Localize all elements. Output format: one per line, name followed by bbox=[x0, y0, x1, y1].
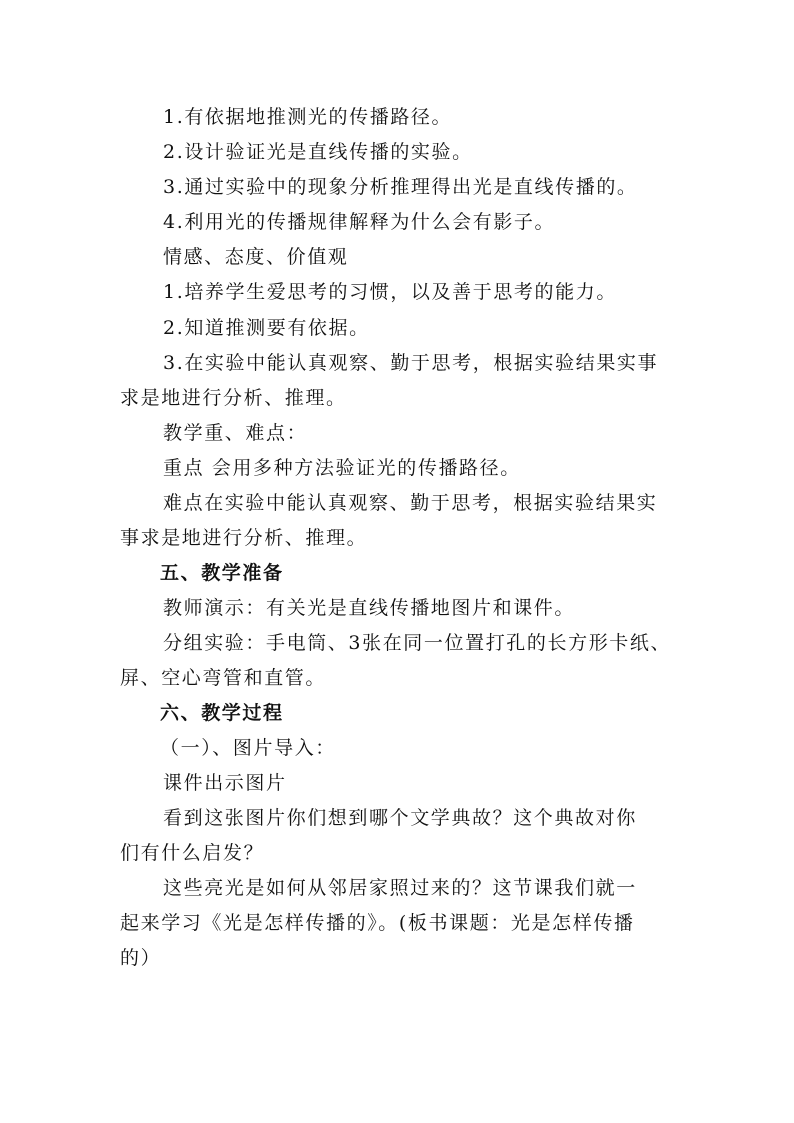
heading-teaching-process: 六、教学过程 bbox=[160, 702, 284, 724]
section-emotion-attitude-values: 情感、态度、价值观 bbox=[163, 246, 349, 268]
objective-line-3: 3.通过实验中的现象分析推理得出光是直线传播的。 bbox=[163, 176, 638, 198]
emotion-line-3: 3.在实验中能认真观察、勤于思考，根据实验结果实事 bbox=[163, 352, 659, 374]
question-line-2-cont: 起来学习《光是怎样传播的》。(板书课题：光是怎样传播 bbox=[120, 912, 635, 934]
emotion-line-1: 1.培养学生爱思考的习惯，以及善于思考的能力。 bbox=[163, 281, 617, 303]
subheading-picture-intro: （一）、图片导入： bbox=[160, 737, 336, 759]
objective-line-2: 2.设计验证光是直线传播的实验。 bbox=[163, 141, 473, 163]
group-experiment-line: 分组实验：手电筒、3张在同一位置打孔的长方形卡纸、 bbox=[163, 632, 672, 654]
teacher-demo-line: 教师演示：有关光是直线传播地图片和课件。 bbox=[163, 597, 576, 619]
question-line-2-end: 的） bbox=[120, 947, 162, 969]
key-difficult-points-label: 教学重、难点： bbox=[163, 422, 308, 444]
emotion-line-3-cont: 求是地进行分析、推理。 bbox=[120, 387, 347, 409]
difficult-point-line: 难点在实验中能认真观察、勤于思考，根据实验结果实 bbox=[163, 492, 658, 514]
courseware-picture-line: 课件出示图片 bbox=[163, 772, 287, 794]
question-line-2: 这些亮光是如何从邻居家照过来的？这节课我们就一 bbox=[163, 877, 637, 899]
emotion-line-2: 2.知道推测要有依据。 bbox=[163, 317, 370, 339]
question-line-1: 看到这张图片你们想到哪个文学典故？这个典故对你 bbox=[163, 807, 637, 829]
objective-line-4: 4.利用光的传播规律解释为什么会有影子。 bbox=[163, 211, 556, 233]
objective-line-1: 1.有依据地推测光的传播路径。 bbox=[163, 106, 453, 128]
group-experiment-line-cont: 屏、空心弯管和直管。 bbox=[120, 667, 327, 689]
key-point-line: 重点 会用多种方法验证光的传播路径。 bbox=[163, 457, 521, 479]
difficult-point-line-cont: 事求是地进行分析、推理。 bbox=[120, 527, 368, 549]
heading-teaching-preparation: 五、教学准备 bbox=[160, 562, 284, 584]
question-line-1-cont: 们有什么启发？ bbox=[120, 842, 265, 864]
